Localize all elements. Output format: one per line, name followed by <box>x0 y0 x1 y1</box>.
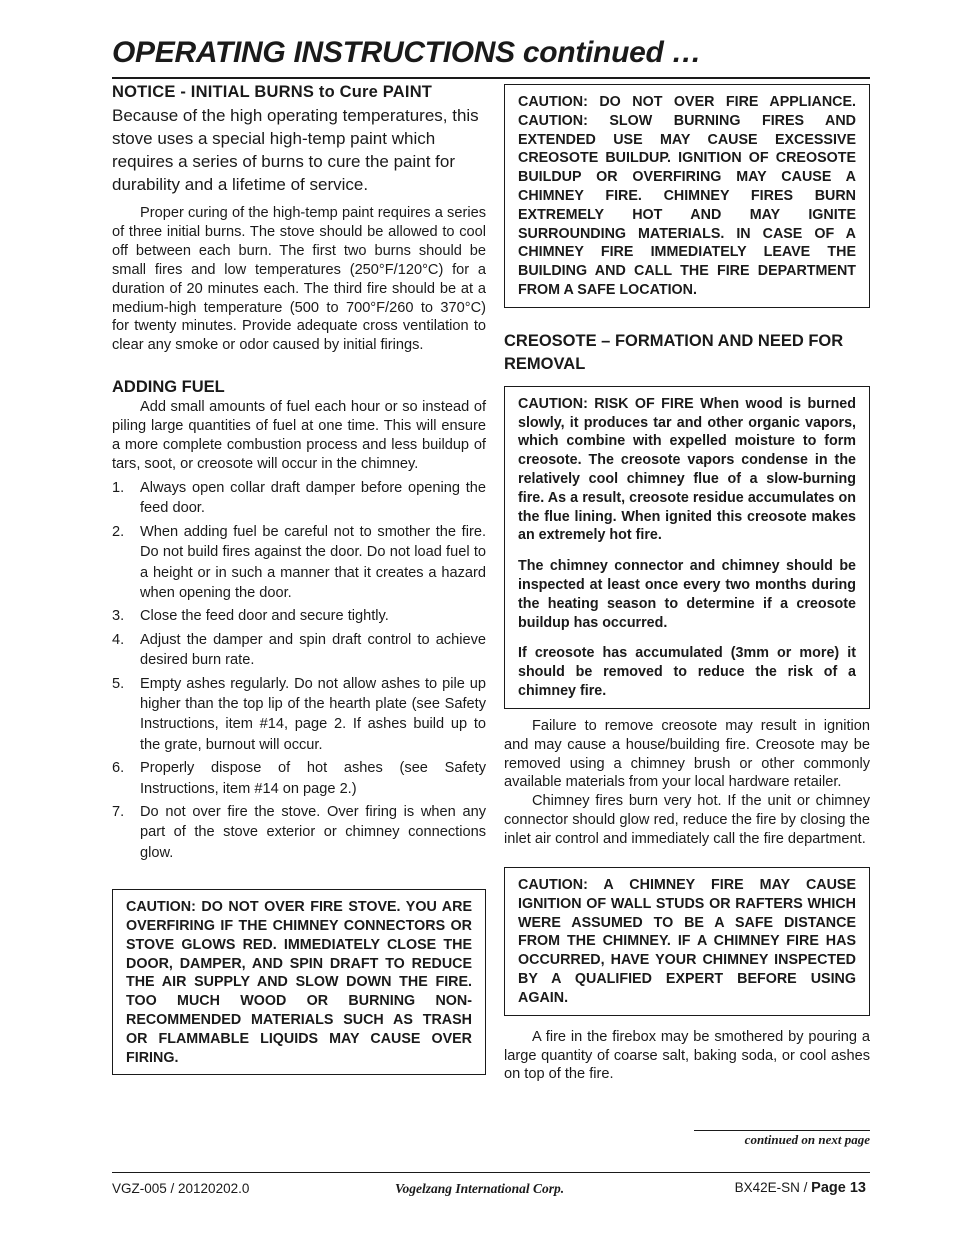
list-item: 6. Properly dispose of hot ashes (see Safety Instructions, item #14 on page 2.) <box>112 760 486 797</box>
footer-rule <box>112 1172 870 1173</box>
creosote-caution-text: CAUTION: RISK OF FIRE When wood is burned slowly, it produces tar and other organic vapors, which combine with expelled moisture to form creosote. The creosote vapors condense in the relatively cool chimney flue of a slow-burning fire. As a result, creosote residue accumulates on the flue lining. When ignited this creosote makes an extremely hot fire. <box>518 395 856 544</box>
page-number: Page 13 <box>811 1180 866 1196</box>
caution-studs-text: CAUTION: A CHIMNEY FIRE MAY CAUSE IGNITION OF WALL STUDS OR RAFTERS WHICH WERE ASSUMED TO BE A SAFE DISTANCE FROM THE CHIMNEY. IF A CHIMNEY FIRE HAS OCCURRED, HAVE YOUR CHIMNEY INSPECTED BY A QUALIFIED EXPERT BEFORE USING AGAIN. <box>518 877 856 1006</box>
caution-appliance-box <box>504 84 870 308</box>
adding-fuel-body: Add small amounts of fuel each hour or so instead of piling large quantities of fuel at one time. This will ensure a more complete combustion process and less buildup of tars, soot, or creosote will occur in the chimney. <box>112 399 486 472</box>
right-column <box>504 84 870 1084</box>
creosote-removal-text: If creosote has accumulated (3mm or more) it should be removed to reduce the risk of a chimney fire. <box>518 645 856 699</box>
fuel-steps-list <box>112 478 486 863</box>
caution-overfire-text: CAUTION: DO NOT OVER FIRE STOVE. YOU ARE OVERFIRING IF THE CHIMNEY CONNECTORS OR STOVE GLOWS RED. IMMEDIATELY CLOSE THE DOOR, DAMPER, AND SPIN DRAFT TO REDUCE THE AIR SUPPLY AND SLOW DOWN THE FIRE. TOO MUCH WOOD OR BURNING NON-RECOMMENDED MATERIALS SUCH AS TRASH OR FLAMMABLE LIQUIDS MAY CAUSE OVER FIRING. <box>126 899 472 1066</box>
caution-appliance-text: CAUTION: DO NOT OVER FIRE APPLIANCE. CAUTION: SLOW BURNING FIRES AND EXTENDED USE MAY CAUSE EXCESSIVE CREOSOTE BUILDUP. IGNITION OF CREOSOTE BUILDUP OR OVERFIRING MAY CAUSE A CHIMNEY FIRE. CHIMNEY FIRES BURN EXTREMELY HOT AND MAY IGNITE SURROUNDING MATERIALS. IN CASE OF A CHIMNEY FIRE IMMEDIATELY LEAVE THE BUILDING AND CALL THE FIRE DEPARTMENT FROM A SAFE LOCATION. <box>518 94 856 298</box>
list-item: 2. When adding fuel be careful not to smother the fire. Do not build fires against the door. Do not load fuel to a height or in such a manner that it creates a hazard when opening the door. <box>112 523 486 601</box>
list-item: 1. Always open collar draft damper before opening the feed door. <box>112 479 486 517</box>
creosote-inspection-text: The chimney connector and chimney should be inspected at least once every two months during the heating season to determine if a creosote buildup has occurred. <box>518 558 856 631</box>
chimney-fire-body: Chimney fires burn very hot. If the unit or chimney connector should glow red, reduce the fire by closing the inlet air control and immediately call the fire department. <box>504 793 870 848</box>
notice-lead: Because of the high operating temperatures, this stove uses a special high-temp paint which requires a series of burns to cure the paint for durability and a lifetime of service. <box>112 106 479 194</box>
footer-model: BX42E-SN / <box>734 1180 808 1195</box>
notice-body: Proper curing of the high-temp paint requires a series of three initial burns. The stove should be allowed to cool off between each burn. The first two burns should be small fires and low temperatures (250°F/120°C) for a duration of 20 minutes each. The third fire should be at a medium-high temperature (500 to 700°F/260 to 370°C) for twenty minutes. Provide adequate cross ventilation to clear any smoke or odor caused by initial firings. <box>112 205 486 354</box>
adding-fuel-heading: ADDING FUEL <box>112 378 225 397</box>
footer-doc-code: VGZ-005 / 20120202.0 <box>112 1181 250 1196</box>
notice-heading: NOTICE - INITIAL BURNS to Cure PAINT <box>112 83 433 101</box>
page-title: OPERATING INSTRUCTIONS continued … <box>112 36 702 69</box>
footer-company: Vogelzang International Corp. <box>395 1181 565 1196</box>
caution-overfire-box <box>112 889 486 1075</box>
list-item: 4. Adjust the damper and spin draft control to achieve desired burn rate. <box>112 631 486 669</box>
creosote-caution-box <box>504 386 870 709</box>
caution-studs-box <box>504 867 870 1016</box>
list-item: 7. Do not over fire the stove. Over firing is when any part of the stove exterior or chimney connections glow. <box>112 803 486 861</box>
list-item: 5. Empty ashes regularly. Do not allow ashes to pile up higher than the top lip of the hearth plate (see Safety Instructions, item #14, page 2. If ashes build up to the grate, burnout will occur. <box>112 675 486 753</box>
left-column <box>112 82 486 1075</box>
title-rule <box>112 77 870 79</box>
smother-body: A fire in the firebox may be smothered by pouring a large quantity of coarse salt, baking soda, or cool ashes on top of the fire. <box>504 1028 870 1083</box>
failure-body: Failure to remove creosote may result in ignition and may cause a house/building fire. Creosote may be removed using a chimney brush or other commonly available materials from your local hardware retailer. <box>504 717 870 791</box>
footer-page-info <box>735 1180 866 1196</box>
list-item: 3. Close the feed door and secure tightly. <box>112 608 389 625</box>
creosote-heading: CREOSOTE – FORMATION AND NEED FOR REMOVAL <box>504 331 844 373</box>
continued-note: continued on next page <box>694 1130 870 1148</box>
